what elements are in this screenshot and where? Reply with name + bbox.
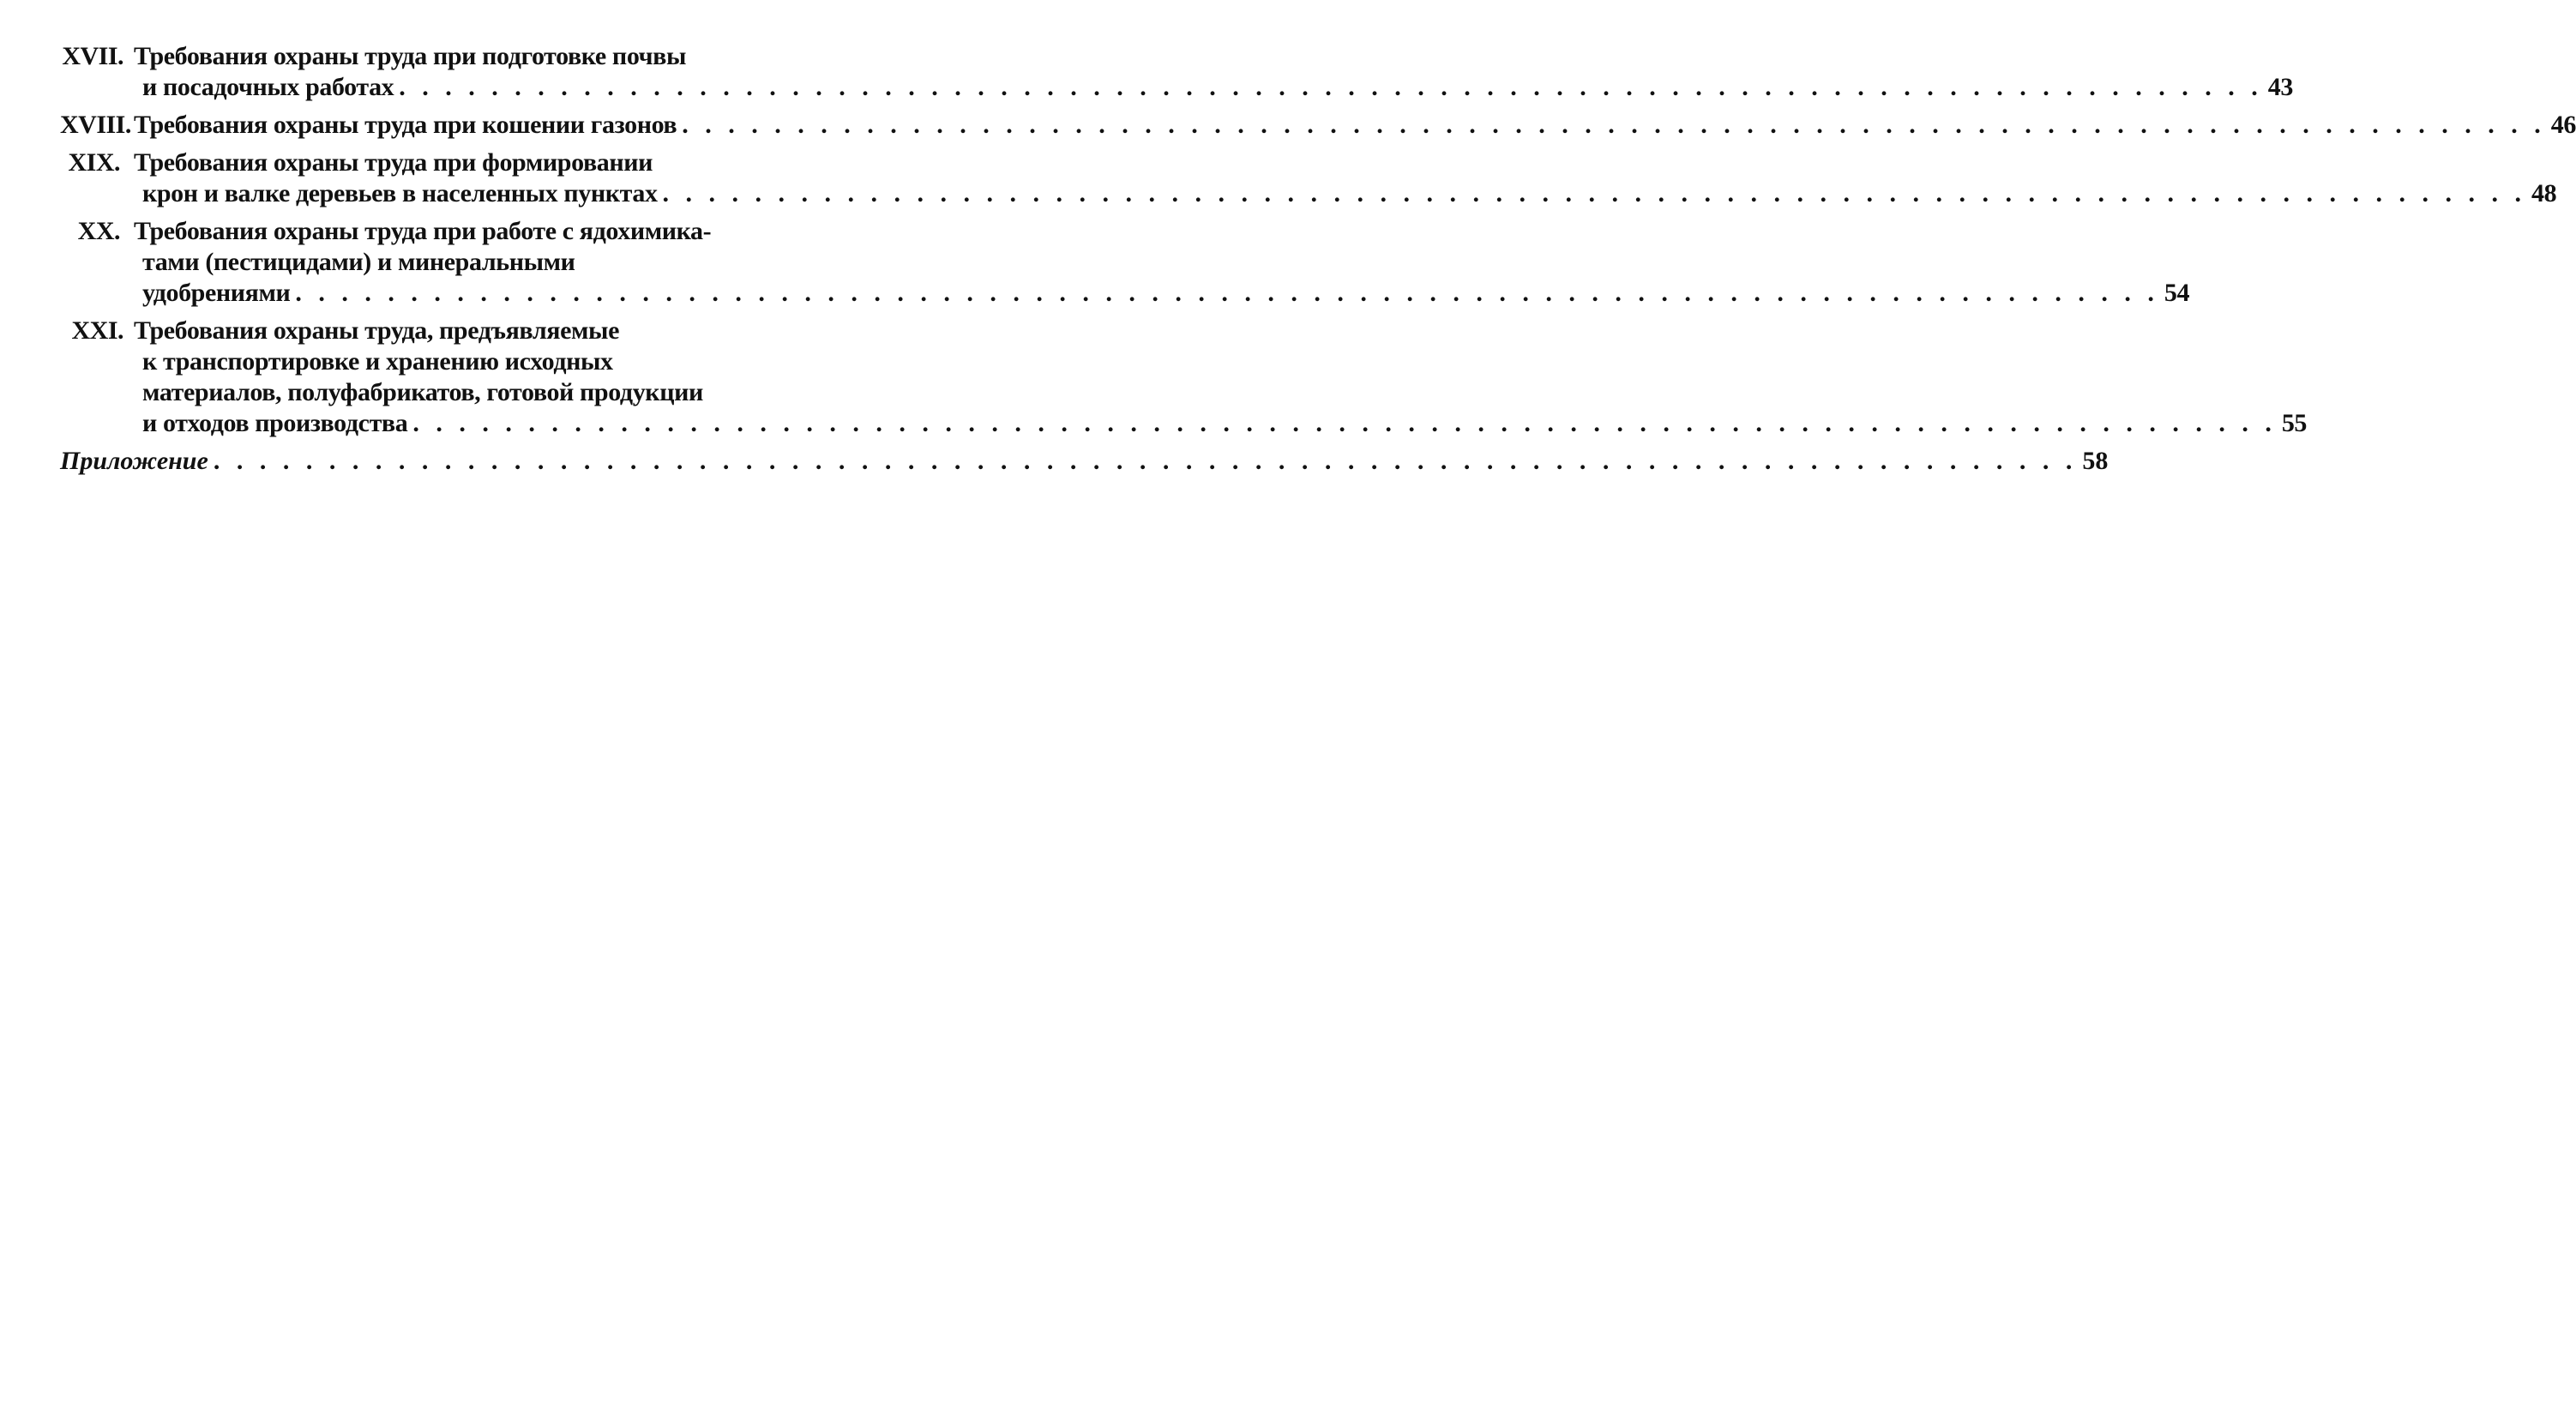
- toc-entry-line: и посадочных работах: [142, 73, 394, 101]
- dot-leader: [412, 408, 2277, 439]
- toc-entry-line: Требования охраны труда при кошении газонов: [134, 111, 677, 139]
- toc-entry-line: тами (пестицидами) и минеральными: [142, 248, 575, 276]
- toc-entry-text: [134, 41, 2293, 103]
- dot-leader: [663, 178, 2527, 209]
- toc-entry-line: Требования охраны труда, предъявляемые: [134, 316, 619, 345]
- toc-entry-number: XX.: [77, 217, 120, 245]
- toc-page-number: 54: [2164, 279, 2190, 307]
- toc-entry-xvii: [60, 41, 2293, 103]
- toc-entry-last-line: [134, 178, 2556, 209]
- toc-entry-number: XVIII.: [60, 111, 131, 139]
- toc-entry-xx: [60, 216, 2190, 309]
- toc-entry-last-line: [134, 72, 2293, 103]
- table-of-contents: [60, 41, 2576, 477]
- toc-entry-last-line: [134, 408, 2307, 439]
- toc-entry-line: и отходов производства: [142, 409, 408, 437]
- toc-page-number: 58: [2082, 447, 2109, 475]
- toc-entry-line: Требования охраны труда при подготовке почвы: [134, 42, 686, 70]
- toc-entry-line: удобрениями: [142, 279, 291, 307]
- appendix-label: Приложение: [60, 447, 208, 475]
- toc-entry-line: материалов, полуфабрикатов, готовой продукции: [142, 378, 703, 406]
- dot-leader: [295, 278, 2159, 309]
- toc-page-number: 46: [2550, 111, 2576, 139]
- toc-entry-appendix: [60, 446, 2109, 477]
- toc-entry-number: XIX.: [68, 148, 120, 177]
- toc-entry-text: [134, 316, 2307, 439]
- toc-entry-last-line: [134, 278, 2189, 309]
- toc-entry-text: [134, 147, 2556, 209]
- dot-leader: [214, 446, 2078, 477]
- dot-leader: [399, 72, 2263, 103]
- dot-leader: [682, 110, 2546, 141]
- toc-entry-text: [134, 216, 2189, 309]
- toc-entry-line: Требования охраны труда при работе с ядохимика-: [134, 217, 712, 245]
- toc-entry-line: крон и валке деревьев в населенных пунктах: [142, 179, 658, 207]
- toc-page-number: 48: [2531, 179, 2557, 207]
- toc-entry-xxi: [60, 316, 2308, 439]
- toc-entry-last-line: [134, 110, 2576, 141]
- toc-entry-line: Требования охраны труда при формировании: [134, 148, 653, 177]
- toc-page-number: 55: [2281, 409, 2308, 437]
- toc-entry-xviii: [60, 110, 2576, 141]
- toc-entry-text: [134, 110, 2576, 141]
- toc-entry-line: к транспортировке и хранению исходных: [142, 347, 613, 376]
- toc-entry-xix: [60, 147, 2557, 209]
- toc-page-number: 43: [2267, 73, 2293, 101]
- toc-entry-number: XVII.: [62, 42, 123, 70]
- toc-entry-number: XXI.: [71, 316, 123, 345]
